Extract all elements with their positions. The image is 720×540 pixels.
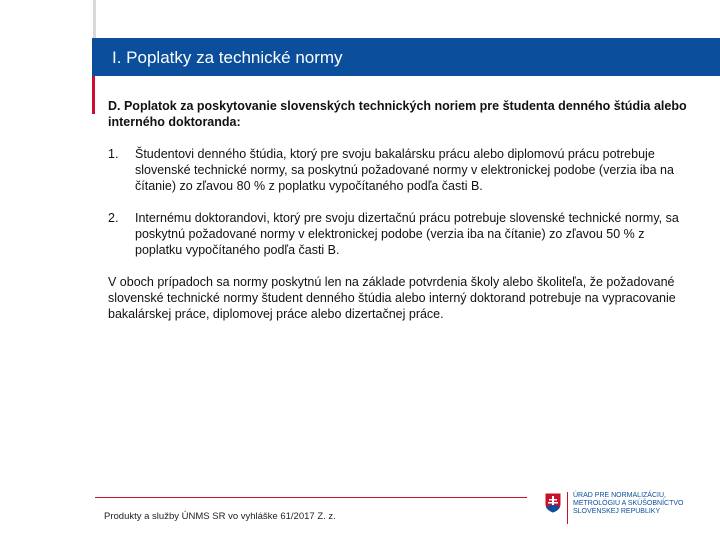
decorative-gray-line <box>93 0 96 38</box>
section-heading: D. Poplatok za poskytovanie slovenských technických noriem pre študenta denného štúdia alebo interného doktoranda: <box>108 99 687 129</box>
footer-text: Produkty a služby ÚNMS SR vo vyhláške 61/2017 Z. z. <box>104 511 336 522</box>
item-number: 1. <box>108 147 119 161</box>
decorative-red-line <box>92 76 95 114</box>
coat-of-arms-icon <box>544 492 562 514</box>
title-band <box>92 38 720 76</box>
item-text: Internému doktorandovi, ktorý pre svoju dizertačnú prácu potrebuje slovenské technické normy, sa poskytnú požadované normy v elektronickej podobe (verzia iba na čítanie) zo zľavou 50 % z poplatku vypočítaného podľa časti B. <box>135 211 679 257</box>
content <box>108 98 688 322</box>
item-number: 2. <box>108 211 119 225</box>
page-title: I. Poplatky za technické normy <box>112 48 343 67</box>
closing-paragraph: V oboch prípadoch sa normy poskytnú len na základe potvrdenia školy alebo školiteľa, že požadované slovenské technické normy študent denného štúdia alebo interný doktorand potrebuje na vypracovanie bakalárskej práce, diplomovej práce alebo dizertačnej práce. <box>108 275 676 321</box>
logo-text: ÚRAD PRE NORMALIZÁCIU, METROLÓGIU A SKÚŠOBNÍCTVO SLOVENSKEJ REPUBLIKY <box>573 492 684 515</box>
footer-divider <box>95 497 527 498</box>
logo-divider <box>567 492 568 524</box>
list-item <box>108 146 688 194</box>
list-item <box>108 210 688 258</box>
item-text: Študentovi denného štúdia, ktorý pre svoju bakalársku prácu alebo diplomovú prácu potrebuje slovenské technické normy, sa poskytnú požadované normy v elektronickej podobe (verzia iba na čítanie) zo zľavou 80 % z poplatku vypočítaného podľa časti B. <box>135 147 674 193</box>
